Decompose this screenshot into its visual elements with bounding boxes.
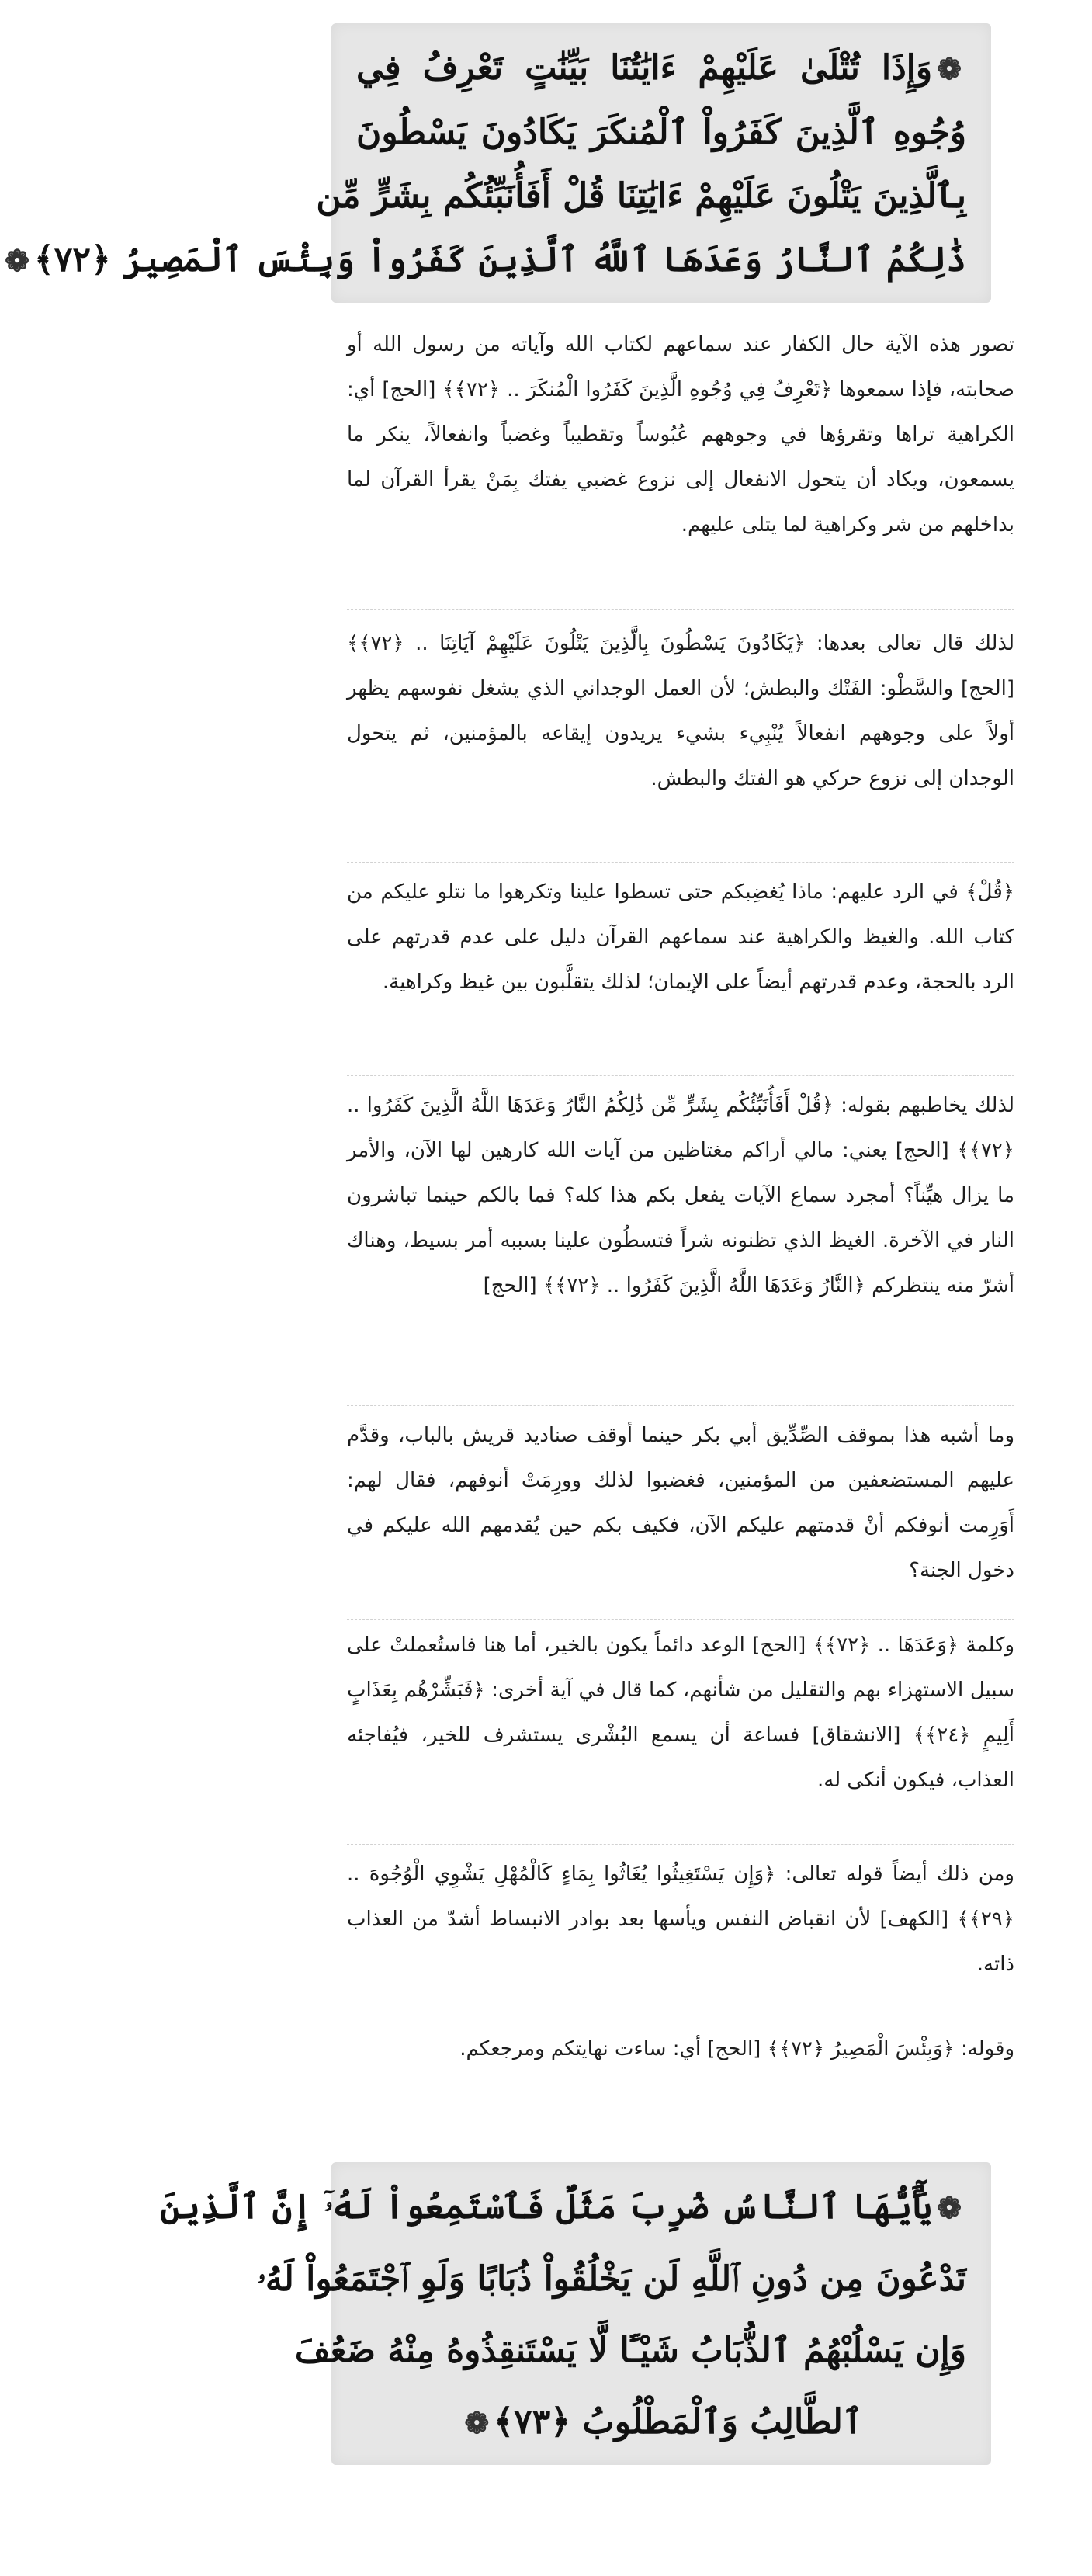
paragraph-divider xyxy=(347,1844,1014,1845)
paragraph-text: تصور هذه الآية حال الكفار عند سماعهم لكتاب الله وآياته من رسول الله أو صحابته، فإذا سمعوها ﴿تَعْرِفُ فِي وُجُوهِ الَّذِينَ كَفَرُوا الْمُنكَرَ .. ﴿٧٢﴾﴾ [الحج] أي: الكراهية تراها وتقرؤها في وجوههم عُبُوساً وتقطيباً وغضباً وانفعالاً، ينكر ما يسمعون، ويكاد أن يتحول الانفعال إلى نزوع غضبي يفتك بِمَنْ يقرأ القرآن لما بداخلهم من شر وكراهية لما يتلى عليهم. xyxy=(347,333,1014,536)
commentary-paragraph-7 xyxy=(347,1852,1014,1987)
ornament-icon: ❁ xyxy=(937,2190,962,2225)
commentary-paragraph-4 xyxy=(347,1083,1014,1308)
paragraph-divider xyxy=(347,1619,1014,1620)
verse-line: وُجُوهِ ٱلَّذِينَ كَفَرُواْ ٱلْمُنكَرَ يَكَادُونَ يَسْطُونَ xyxy=(356,113,966,152)
commentary-paragraph-5 xyxy=(347,1413,1014,1593)
verse-line: ❁يَٰٓأَيُّهَا ٱلنَّاسُ ضُرِبَ مَثَلٌ فَٱسْتَمِعُواْ لَهُۥٓ إِنَّ ٱلَّذِينَ xyxy=(160,2187,962,2227)
paragraph-divider xyxy=(347,609,1014,610)
paragraph-divider xyxy=(347,862,1014,863)
paragraph-text: وكلمة ﴿وَعَدَهَا .. ﴿٧٢﴾﴾ [الحج] الوعد دائماً يكون بالخير، أما هنا فاستُعملتْ على سبيل الاستهزاء بهم والتقليل من شأنهم، كما قال في آية أخرى: ﴿فَبَشِّرْهُم بِعَذَابٍ أَلِيمٍ ﴿٢٤﴾﴾ [الانشقاق] فساعة أن يسمع البُشْرى يستشرف للخير، فيُفاجئه العذاب، فيكون أنكى له. xyxy=(347,1633,1015,1792)
verse-line: ٱلطَّالِبُ وَٱلْمَطْلُوبُ ﴿٧٣﴾❁ xyxy=(464,2402,863,2442)
paragraph-text: لذلك يخاطبهم بقوله: ﴿قُلْ أَفَأُنَبِّئُكُم بِشَرٍّ مِّن ذَٰلِكُمُ النَّارُ وَعَدَهَا اللَّهُ الَّذِينَ كَفَرُوا .. ﴿٧٢﴾﴾ [الحج] يعني: مالي أراكم مغتاظين من آيات الله كارهين لها الآن، والأمر ما يزال هيِّناً؟ أمجرد سماع الآيات يفعل بكم هذا كله؟ فما بالكم حينما تباشرون النار في الآخرة. الغيظ الذي تظنونه شراً فتسطُون علينا بسببه أمر بسيط، وهناك أشرّ منه ينتظركم ﴿النَّارُ وَعَدَهَا اللَّهُ الَّذِينَ كَفَرُوا .. ﴿٧٢﴾﴾ [الحج] xyxy=(347,1094,1014,1297)
paragraph-divider xyxy=(347,1075,1014,1076)
paragraph-text: لذلك قال تعالى بعدها: ﴿يَكَادُونَ يَسْطُونَ بِالَّذِينَ يَتْلُونَ عَلَيْهِمْ آيَاتِنَا .. ﴿٧٢﴾﴾ [الحج] والسَّطْو: الفَتْك والبطش؛ لأن العمل الوجداني الذي يشغل نفوسهم يظهر أولاً على وجوههم انفعالاً يُنْبِيء بشيء يريدون إيقاعه بالمؤمنين، ثم يتحول الوجدان إلى نزوع حركي هو الفتك والبطش. xyxy=(347,632,1014,790)
commentary-paragraph-3 xyxy=(347,870,1014,1005)
verse-line: بِٱلَّذِينَ يَتْلُونَ عَلَيْهِمْ ءَايَٰتِنَا قُلْ أَفَأُنَبِّئُكُم بِشَرٍّ مِّن xyxy=(316,176,966,216)
commentary-paragraph-8 xyxy=(347,2026,1014,2071)
paragraph-text: ﴿قُلْ﴾ في الرد عليهم: ماذا يُغضِبكم حتى تسطوا علينا وتكرهوا ما نتلو عليكم من كتاب الله. والغيظ والكراهية عند سماعهم القرآن دليل على عدم قدرتهم على الرد بالحجة، وعدم قدرتهم أيضاً على الإيمان؛ لذلك يتقلَّبون بين غيظ وكراهية. xyxy=(347,880,1014,994)
book-page xyxy=(5,0,1092,2576)
commentary-paragraph-6 xyxy=(347,1623,1014,1803)
paragraph-divider xyxy=(347,1405,1014,1406)
paragraph-text: وما أشبه هذا بموقف الصِّدِّيق أبي بكر حينما أوقف صناديد قريش بالباب، وقدَّم عليهم المستضعفين من المؤمنين، فغضبوا لذلك وورِمَتْ أنوفهم، فقال لهم: أَوَرِمت أنوفكم أنْ قدمتهم عليكم الآن، فكيف بكم حين يُقدمهم الله عليكم في دخول الجنة؟ xyxy=(347,1424,1014,1582)
commentary-paragraph-1 xyxy=(347,322,1014,547)
paragraph-text: وقوله: ﴿وَبِئْسَ الْمَصِيرُ ﴿٧٢﴾﴾ [الحج] أي: ساءت نهايتكم ومرجعكم. xyxy=(459,2037,1014,2060)
paragraph-text: ومن ذلك أيضاً قوله تعالى: ﴿وَإِن يَسْتَغِيثُوا يُغَاثُوا بِمَاءٍ كَالْمُهْلِ يَشْوِي الْوُجُوهَ .. ﴿٢٩﴾﴾ [الكهف] لأن انقباض النفس ويأسها بعد بوادر الانبساط أشدّ من العذاب ذاته. xyxy=(347,1863,1014,1976)
verse-line: وَإِن يَسْلُبْهُمُ ٱلذُّبَابُ شَيْـًٔا لَّا يَسْتَنقِذُوهُ مِنْهُ ضَعُفَ xyxy=(294,2331,966,2370)
ornament-icon: ❁ xyxy=(464,2405,490,2440)
quran-verse-panel-bottom xyxy=(160,2162,991,2465)
verse-line: ❁وَإِذَا تُتْلَىٰ عَلَيْهِمْ ءَايَٰتُنَا بَيِّنَٰتٍ تَعْرِفُ فِي xyxy=(356,48,962,88)
verse-line: ذَٰلِكُمُ ٱلنَّارُ وَعَدَهَا ٱللَّهُ ٱلَّذِينَ كَفَرُواْ وَبِئْسَ ٱلْمَصِيرُ ﴿٧٢﴾❁ xyxy=(5,240,966,279)
quran-verse-panel-top xyxy=(5,23,991,303)
ornament-icon: ❁ xyxy=(937,51,962,86)
commentary-paragraph-2 xyxy=(347,621,1014,801)
verse-line: تَدْعُونَ مِن دُونِ ٱللَّهِ لَن يَخْلُقُواْ ذُبَابًا وَلَوِ ٱجْتَمَعُواْ لَهُۥ xyxy=(256,2259,966,2299)
ornament-icon: ❁ xyxy=(5,243,29,278)
